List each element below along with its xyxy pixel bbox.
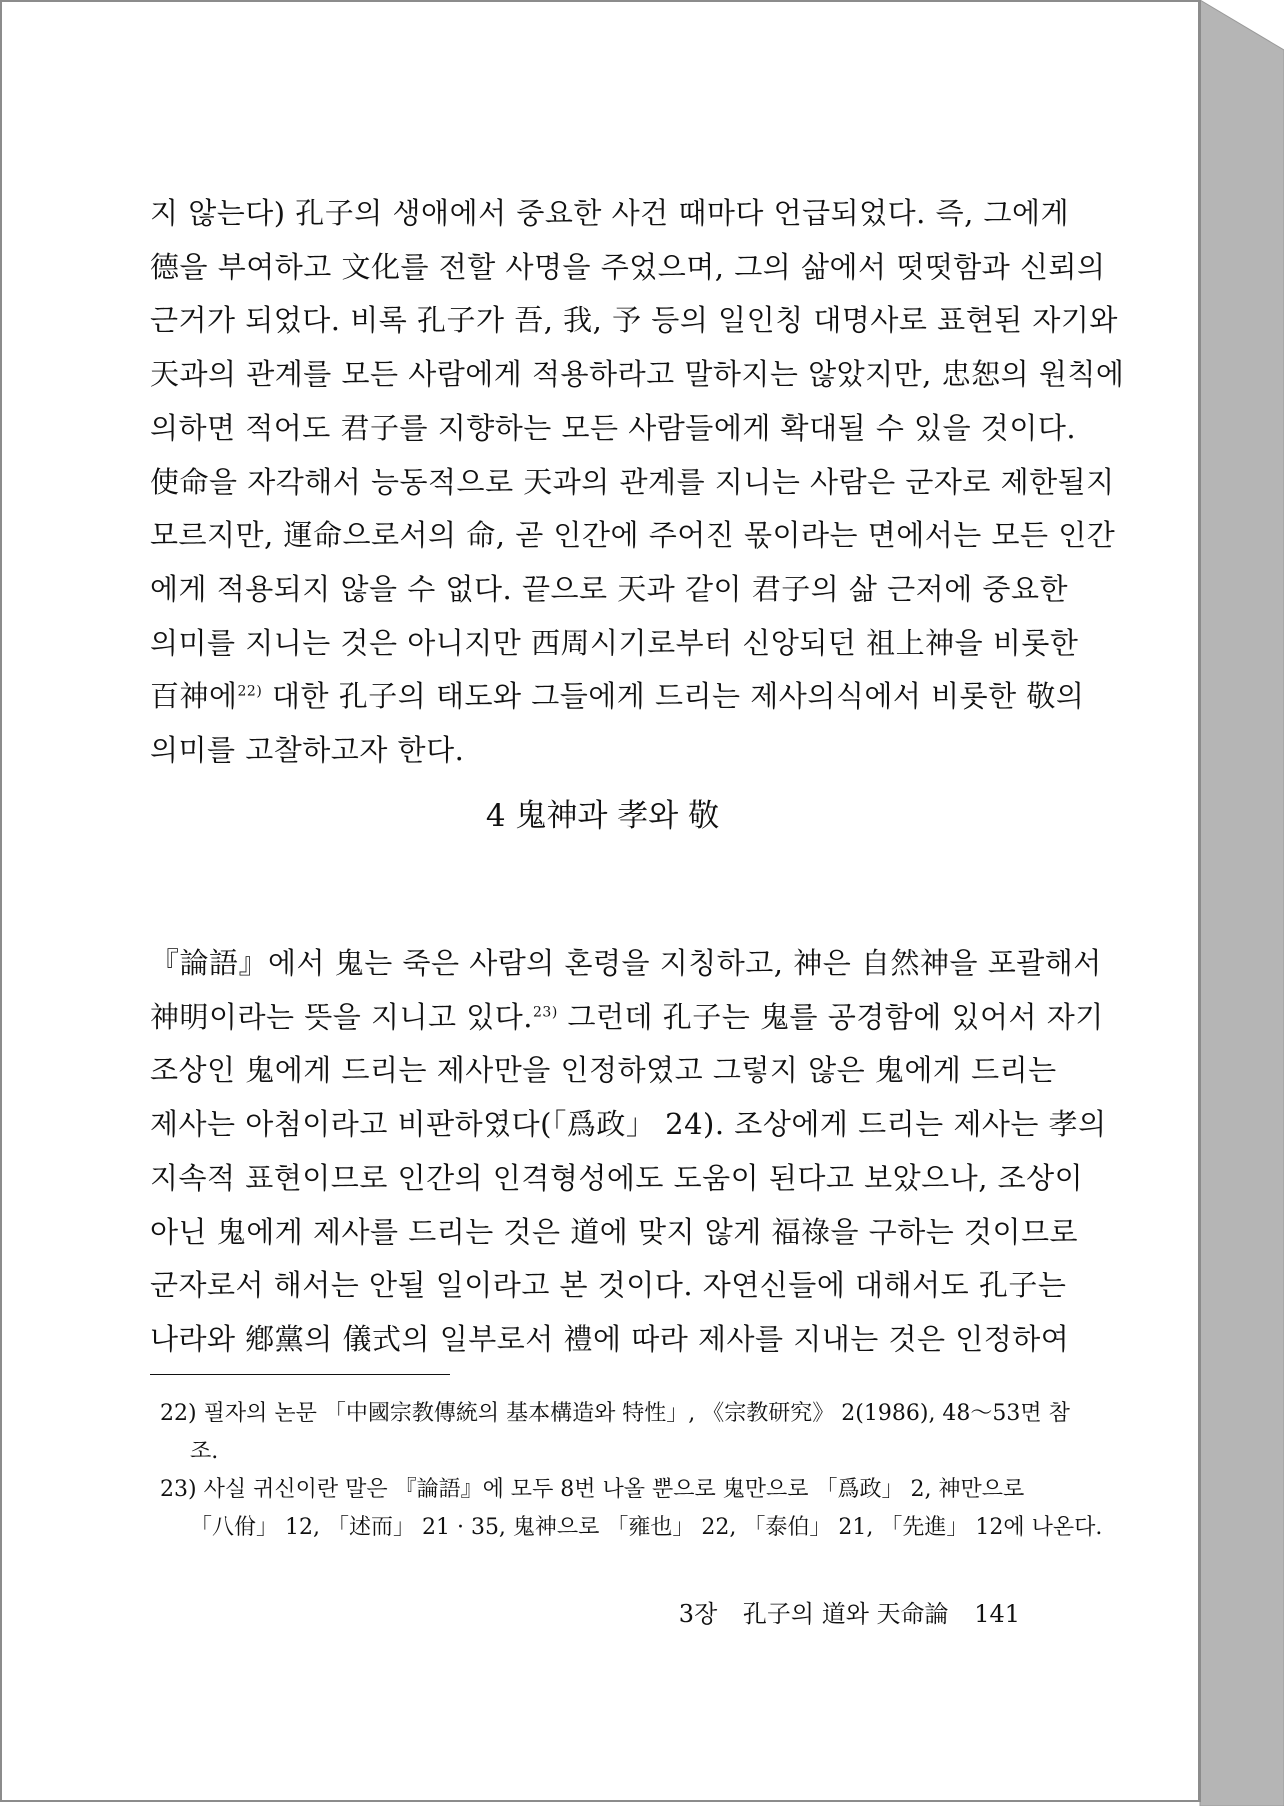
paragraph-line: 제사는 아첨이라고 비판하였다(「爲政」 24). 조상에게 드리는 제사는 孝의 bbox=[150, 1107, 1107, 1142]
paragraph-line: 조상인 鬼에게 드리는 제사만을 인정하였고 그렇지 않은 鬼에게 드리는 bbox=[150, 1053, 1057, 1088]
footnote-line: 조. bbox=[190, 1439, 219, 1464]
paragraph-line: 德을 부여하고 文化를 전할 사명을 주었으며, 그의 삶에서 떳떳함과 신뢰의 bbox=[150, 249, 1106, 284]
line-text: 대한 孔子의 태도와 그들에게 드리는 제사의식에서 비롯한 敬의 bbox=[262, 679, 1085, 714]
paragraph-line: 使命을 자각해서 능동적으로 天과의 관계를 지니는 사람은 군자로 제한될지 bbox=[150, 464, 1115, 499]
footnotes bbox=[160, 1395, 1103, 1547]
paragraph-top bbox=[150, 187, 1125, 778]
footnote-line: 23) 사실 귀신이란 말은 『論語』에 모두 8번 나올 뿐으로 鬼만으로 「爲政」 2, 神만으로 bbox=[160, 1477, 1025, 1502]
paragraph-line: 근거가 되었다. 비록 孔子가 吾, 我, 予 등의 일인칭 대명사로 표현된 자기와 bbox=[150, 303, 1118, 338]
section-heading: 4 鬼神과 孝와 敬 bbox=[485, 798, 720, 834]
footnote-22 bbox=[160, 1395, 1070, 1471]
paragraph-second bbox=[150, 937, 1107, 1367]
paragraph-line: 지 않는다) 孔子의 생애에서 중요한 사건 때마다 언급되었다. 즉, 그에게 bbox=[150, 196, 1070, 230]
paragraph-line: 모르지만, 運命으로서의 命, 곧 인간에 주어진 몫이라는 면에서는 모든 인간 bbox=[150, 518, 1116, 553]
footnote-divider bbox=[150, 1374, 450, 1375]
paragraph-line: 의하면 적어도 君子를 지향하는 모든 사람들에게 확대될 수 있을 것이다. bbox=[150, 410, 1077, 445]
footer-title: 孔子의 道와 天命論 bbox=[742, 1600, 949, 1628]
paragraph-line-with-note bbox=[150, 670, 1085, 724]
footnote-23 bbox=[160, 1471, 1103, 1547]
page-number: 141 bbox=[974, 1600, 1020, 1628]
paragraph-line: 의미를 고찰하고자 한다. bbox=[150, 733, 465, 768]
paragraph-line: 아닌 鬼에게 제사를 드리는 것은 道에 맞지 않게 福祿을 구하는 것이므로 bbox=[150, 1214, 1079, 1249]
footnote-line: 「八佾」 12, 「述而」 21 · 35, 鬼神으로 「雍也」 22, 「泰伯」 21, 「先進」 12에 나온다. bbox=[190, 1515, 1103, 1540]
line-text: 그런데 孔子는 鬼를 공경함에 있어서 자기 bbox=[557, 999, 1104, 1034]
footer-chapter: 3장 bbox=[678, 1600, 718, 1628]
paragraph-line: 『論語』에서 鬼는 죽은 사람의 혼령을 지칭하고, 神은 自然神을 포괄해서 bbox=[150, 946, 1102, 980]
paragraph-line: 天과의 관계를 모든 사람에게 적용하라고 말하지는 않았지만, 忠恕의 원칙에 bbox=[150, 357, 1125, 392]
footnote-ref-23: 23) bbox=[533, 1004, 558, 1021]
paragraph-line: 의미를 지니는 것은 아니지만 西周시기로부터 신앙되던 祖上神을 비롯한 bbox=[150, 625, 1079, 660]
line-text: 百神에 bbox=[150, 679, 238, 714]
footnote-ref-22: 22) bbox=[237, 683, 263, 700]
paragraph-line: 군자로서 해서는 안될 일이라고 본 것이다. 자연신들에 대해서도 孔子는 bbox=[150, 1268, 1067, 1303]
running-footer bbox=[150, 1594, 1020, 1629]
line-text: 神明이라는 뜻을 지니고 있다. bbox=[150, 999, 534, 1034]
footnote-line: 22) 필자의 논문 「中國宗教傳統의 基本構造와 特性」, 《宗教研究》 2(1986), 48～53면 참 bbox=[160, 1401, 1070, 1426]
paragraph-line-with-note bbox=[150, 991, 1104, 1045]
paragraph-line: 나라와 鄕黨의 儀式의 일부로서 禮에 따라 제사를 지내는 것은 인정하여 bbox=[150, 1321, 1070, 1356]
paragraph-line: 지속적 표현이므로 인간의 인격형성에도 도움이 된다고 보았으나, 조상이 bbox=[150, 1160, 1084, 1195]
paragraph-line: 에게 적용되지 않을 수 없다. 끝으로 天과 같이 君子의 삶 근저에 중요한 bbox=[150, 571, 1068, 606]
